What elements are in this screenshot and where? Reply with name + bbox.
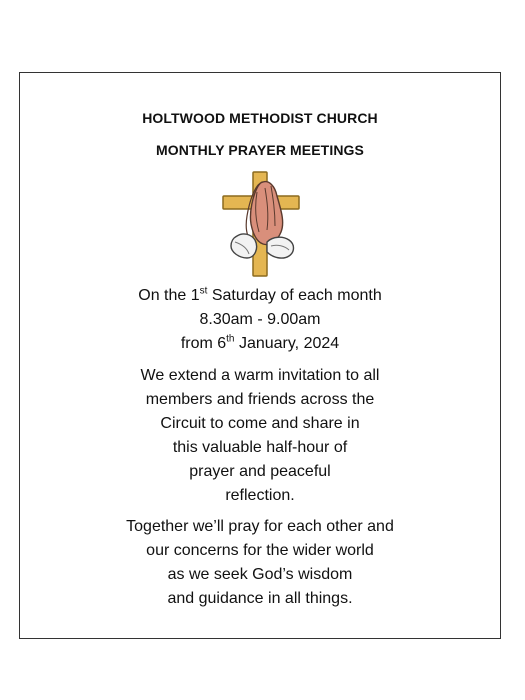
closing-line: and guidance in all things. — [167, 590, 353, 607]
invitation-line: reflection. — [225, 487, 295, 504]
invitation-line: prayer and peaceful — [189, 463, 331, 480]
invitation-line: members and friends across the — [145, 391, 375, 408]
closing-line: our concerns for the wider world — [146, 542, 374, 559]
church-name: HOLTWOOD METHODIST CHURCH — [142, 110, 378, 126]
schedule-start-line: from 6th January, 2024 — [180, 333, 340, 352]
invitation-paragraph — [20, 364, 500, 508]
schedule-time-line: 8.30am - 9.00am — [199, 311, 321, 328]
schedule-day-line: On the 1st Saturday of each month — [138, 285, 382, 304]
closing-line: Together we’ll pray for each other and — [126, 518, 394, 535]
invitation-line: We extend a warm invitation to all — [140, 367, 380, 384]
poster-title: MONTHLY PRAYER MEETINGS — [156, 142, 364, 158]
praying-hands-icon — [246, 182, 282, 245]
praying-hands-cross-icon — [219, 170, 303, 278]
closing-line: as we seek God’s wisdom — [167, 566, 353, 583]
invitation-line: Circuit to come and share in — [160, 415, 360, 432]
schedule-block — [20, 284, 500, 356]
invitation-line: this valuable half-hour of — [172, 439, 348, 456]
closing-paragraph — [20, 515, 500, 611]
poster-frame — [19, 72, 501, 639]
